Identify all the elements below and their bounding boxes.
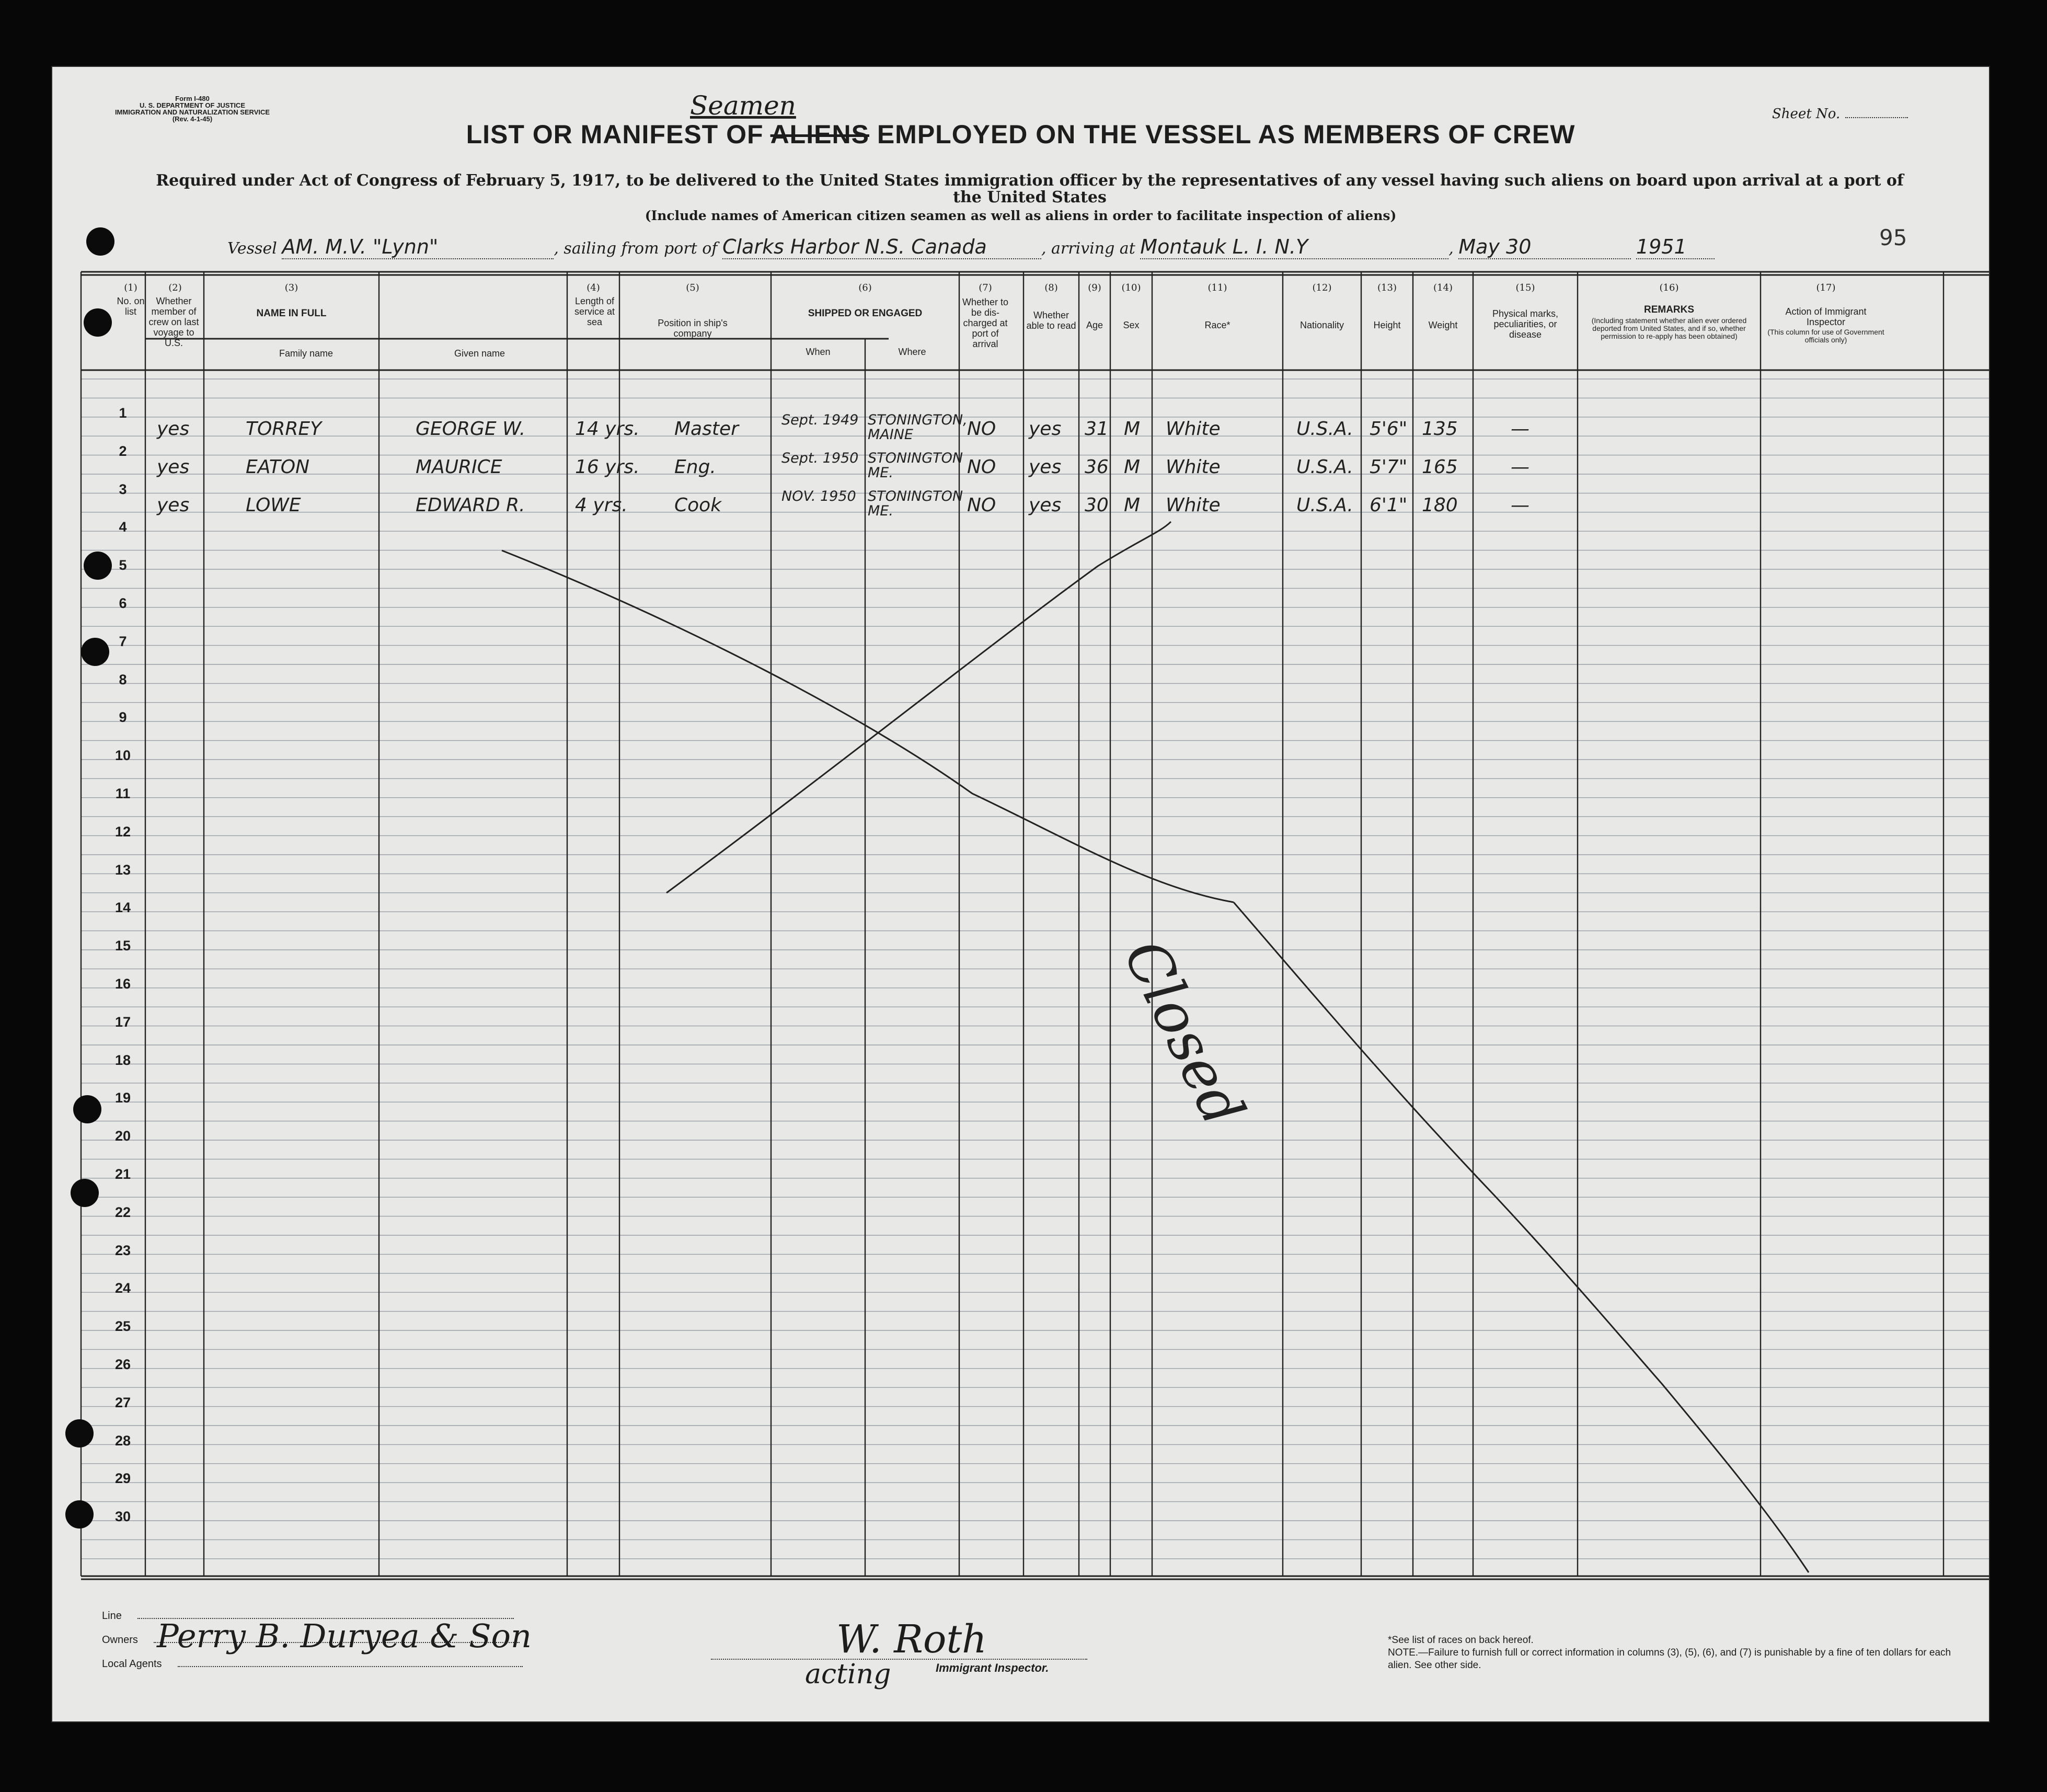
- binder-hole: [65, 1419, 94, 1448]
- position-cell: Eng.: [674, 456, 716, 478]
- row-number: 28: [114, 1432, 131, 1449]
- family-name-cell: EATON: [246, 456, 310, 478]
- title-part-1: LIST OR MANIFEST OF: [466, 120, 770, 149]
- col-8-header: Whether able to read: [1026, 310, 1076, 331]
- closed-stroke-line: [1234, 902, 1809, 1572]
- height-cell: 5'7": [1370, 456, 1408, 478]
- col-16-num: (16): [1659, 282, 1679, 293]
- col-4-header: Length of service at sea: [574, 296, 615, 327]
- race-cell: White: [1166, 494, 1221, 516]
- binder-hole: [84, 308, 112, 337]
- sex-cell: M: [1124, 494, 1141, 516]
- arrival-date: May 30: [1458, 235, 1631, 259]
- arriving-label: , arriving at: [1041, 239, 1135, 258]
- row-number: 2: [119, 443, 127, 459]
- nationality-cell: U.S.A.: [1296, 456, 1353, 478]
- col-1-num: (1): [124, 282, 137, 293]
- race-cell: White: [1166, 456, 1221, 478]
- sailing-value: Clarks Harbor N.S. Canada: [722, 235, 1041, 259]
- physical-marks-cell: —: [1511, 494, 1530, 516]
- shipped-when-cell: Sept. 1950: [781, 450, 859, 466]
- row-number: 8: [119, 671, 127, 687]
- col-7-num: (7): [979, 282, 992, 293]
- row-number: 20: [114, 1128, 131, 1144]
- legal-requirement-text: Required under Act of Congress of February 5, 1917, to be delivered to the United States immigration officer by the representatives of any vessel having such aliens on board upon arrival at a port of the United States: [156, 171, 1904, 206]
- shipped-when-cell: NOV. 1950: [781, 488, 856, 504]
- service-length-cell: 16 yrs.: [575, 456, 640, 478]
- col-12-num: (12): [1312, 282, 1332, 293]
- row-number: 11: [115, 786, 131, 801]
- row-number: 10: [114, 748, 131, 764]
- row-number: 6: [119, 595, 127, 611]
- owners-label: Owners: [102, 1634, 138, 1646]
- vessel-value: AM. M.V. "Lynn": [282, 235, 554, 259]
- row-number: 23: [114, 1242, 131, 1258]
- row-number: 15: [114, 938, 131, 954]
- physical-marks-cell: —: [1511, 418, 1530, 440]
- col-13-header: Height: [1373, 320, 1401, 330]
- weight-cell: 165: [1422, 456, 1458, 478]
- col-1-header: No. on list: [117, 296, 145, 317]
- col-14-num: (14): [1433, 282, 1453, 293]
- col-16-header: REMARKS: [1643, 304, 1695, 315]
- row-number: 9: [119, 709, 127, 726]
- row-number: 29: [114, 1471, 131, 1487]
- title-part-2: EMPLOYED ON THE VESSEL AS MEMBERS OF CREW: [869, 120, 1576, 149]
- local-agents-field: [102, 1658, 523, 1670]
- height-cell: 5'6": [1370, 418, 1408, 440]
- row-number: 25: [114, 1318, 131, 1335]
- cross-out-line-1: [502, 550, 1234, 902]
- col-9-num: (9): [1088, 282, 1101, 293]
- binder-hole: [65, 1500, 94, 1529]
- position-cell: Master: [674, 418, 739, 440]
- given-name-cell: MAURICE: [416, 456, 502, 478]
- age-cell: 31: [1085, 418, 1109, 440]
- sailing-label: , sailing from port of: [554, 239, 718, 258]
- col-9-header: Age: [1086, 320, 1103, 330]
- col-3-header: NAME IN FULL: [256, 308, 327, 319]
- acting-annotation: acting: [805, 1659, 891, 1690]
- position-cell: Cook: [674, 494, 722, 516]
- discharged-cell: NO: [967, 418, 996, 440]
- col-5-header: Position in ship's company: [658, 318, 728, 339]
- row-number: 21: [114, 1166, 131, 1182]
- weight-cell: 135: [1422, 418, 1458, 440]
- age-cell: 36: [1085, 456, 1109, 478]
- able-to-read-cell: yes: [1029, 418, 1062, 440]
- physical-marks-cell: —: [1511, 456, 1530, 478]
- discharged-cell: NO: [967, 456, 996, 478]
- discharged-cell: NO: [967, 494, 996, 516]
- col-13-num: (13): [1377, 282, 1397, 293]
- binder-hole: [81, 638, 109, 666]
- race-cell: White: [1166, 418, 1221, 440]
- shipped-where-cell: STONINGTON, MAINE: [868, 412, 968, 443]
- row-number: 22: [114, 1204, 131, 1220]
- penalty-note: NOTE.—Failure to furnish full or correct information in columns (3), (5), (6), and (7) is punishable by a fine of ten dollars for each alien. See other side.: [1388, 1647, 1951, 1671]
- arrival-year: 1951: [1636, 235, 1715, 259]
- col-3-given-header: Given name: [454, 348, 505, 359]
- title-struck-word: ALIENS: [770, 120, 869, 149]
- row-number: 17: [114, 1014, 131, 1030]
- races-note: *See list of races on back hereof.: [1388, 1635, 1534, 1646]
- binder-hole: [84, 552, 112, 580]
- col-10-header: Sex: [1123, 320, 1140, 330]
- row-number: 26: [114, 1357, 131, 1372]
- cancellation-marks: [52, 67, 1989, 1721]
- family-name-cell: LOWE: [246, 494, 301, 516]
- form-number: Form I-480: [175, 95, 210, 102]
- nationality-cell: U.S.A.: [1296, 418, 1353, 440]
- col-3-family-header: Family name: [279, 348, 334, 359]
- row-number: 13: [114, 861, 131, 878]
- last-voyage-cell: yes: [157, 494, 190, 516]
- given-name-cell: GEORGE W.: [416, 418, 526, 440]
- local-agents-label: Local Agents: [102, 1658, 162, 1670]
- col-6-header: SHIPPED OR ENGAGED: [808, 308, 923, 319]
- able-to-read-cell: yes: [1029, 494, 1062, 516]
- binder-hole: [71, 1179, 99, 1207]
- vessel-line: Vessel AM. M.V. "Lynn" , sailing from port of Clarks Harbor N.S. Canada , arriving at Montauk L. I. N.Y , May 30 1951: [227, 235, 1715, 259]
- inspector-signature: W. Roth: [836, 1617, 987, 1662]
- vessel-label: Vessel: [227, 239, 277, 258]
- col-11-header: Race*: [1204, 320, 1230, 330]
- col-16-subheader: (Including statement whether alien ever ordered deported from United States, and if so, whether permission to re-apply has been obtained): [1591, 316, 1747, 340]
- row-number: 4: [119, 519, 127, 535]
- col-17-subheader: (This column for use of Government officials only): [1767, 328, 1884, 344]
- row-number: 7: [119, 633, 127, 649]
- col-15-num: (15): [1515, 282, 1535, 293]
- line-label: Line: [102, 1610, 122, 1622]
- row-number: 18: [114, 1052, 131, 1068]
- last-voyage-cell: yes: [157, 418, 190, 440]
- service-length-cell: 14 yrs.: [575, 418, 640, 440]
- closed-annotation: Closed: [1110, 929, 1258, 1136]
- col-17-header: Action of Immigrant Inspector: [1785, 306, 1867, 327]
- include-instruction: (Include names of American citizen seamen as well as aliens in order to facilitate inspection of aliens): [645, 208, 1397, 223]
- inspector-signature-line: [711, 1659, 1087, 1660]
- row-number: 24: [114, 1280, 131, 1296]
- service-length-cell: 4 yrs.: [575, 494, 628, 516]
- binder-hole: [73, 1095, 101, 1123]
- row-number: 19: [114, 1090, 131, 1106]
- service-name: IMMIGRATION AND NATURALIZATION SERVICE: [114, 108, 270, 116]
- shipped-when-cell: Sept. 1949: [781, 412, 859, 428]
- shipped-where-cell: STONINGTON ME.: [868, 488, 963, 519]
- sex-cell: M: [1124, 456, 1141, 478]
- col-17-num: (17): [1816, 282, 1836, 293]
- col-8-num: (8): [1044, 282, 1058, 293]
- col-15-header: Physical marks, peculiarities, or disease: [1492, 308, 1559, 340]
- row-number: 12: [114, 823, 131, 840]
- col-4-num: (4): [586, 282, 600, 293]
- cross-out-line-2: [666, 522, 1171, 893]
- col-6-when-header: When: [806, 347, 831, 357]
- col-7-header: Whether to be dis-charged at port of arrival: [962, 297, 1009, 349]
- stamped-page-number: 95: [1879, 225, 1907, 250]
- age-cell: 30: [1085, 494, 1109, 516]
- footer-notes: [1388, 1634, 1973, 1672]
- col-6-where-header: Where: [898, 347, 926, 357]
- family-name-cell: TORREY: [246, 418, 322, 440]
- row-number: 30: [114, 1509, 131, 1525]
- row-number: 16: [114, 976, 131, 992]
- binder-hole: [86, 227, 114, 256]
- col-2-num: (2): [168, 282, 182, 293]
- col-5-num: (5): [686, 282, 699, 293]
- row-number: 1: [119, 405, 127, 421]
- col-6-num: (6): [858, 282, 872, 293]
- row-number: 3: [119, 481, 127, 497]
- able-to-read-cell: yes: [1029, 456, 1062, 478]
- sheet-number-label: Sheet No.: [1772, 106, 1841, 122]
- col-12-header: Nationality: [1300, 320, 1344, 330]
- owners-value: Perry B. Duryea & Son: [157, 1617, 532, 1655]
- arriving-value: Montauk L. I. N.Y: [1140, 235, 1448, 259]
- inspector-label: Immigrant Inspector.: [936, 1661, 1049, 1674]
- col-2-header: Whether member of crew on last voyage to U.S.: [148, 296, 199, 348]
- sex-cell: M: [1124, 418, 1141, 440]
- manifest-sheet: [52, 67, 1989, 1721]
- weight-cell: 180: [1422, 494, 1458, 516]
- given-name-cell: EDWARD R.: [416, 494, 525, 516]
- col-11-num: (11): [1208, 282, 1227, 293]
- col-14-header: Weight: [1428, 320, 1458, 330]
- revision-date: (Rev. 4-1-45): [172, 115, 213, 123]
- col-10-num: (10): [1121, 282, 1141, 293]
- department-name: U. S. DEPARTMENT OF JUSTICE: [140, 101, 245, 109]
- row-number: 27: [114, 1394, 131, 1410]
- shipped-where-cell: STONINGTON ME.: [868, 450, 963, 481]
- nationality-cell: U.S.A.: [1296, 494, 1353, 516]
- row-number: 5: [119, 557, 127, 573]
- last-voyage-cell: yes: [157, 456, 190, 478]
- height-cell: 6'1": [1370, 494, 1408, 516]
- title-handwritten-insert: Seamen: [690, 90, 796, 121]
- row-number: 14: [114, 900, 131, 916]
- col-3-num: (3): [284, 282, 298, 293]
